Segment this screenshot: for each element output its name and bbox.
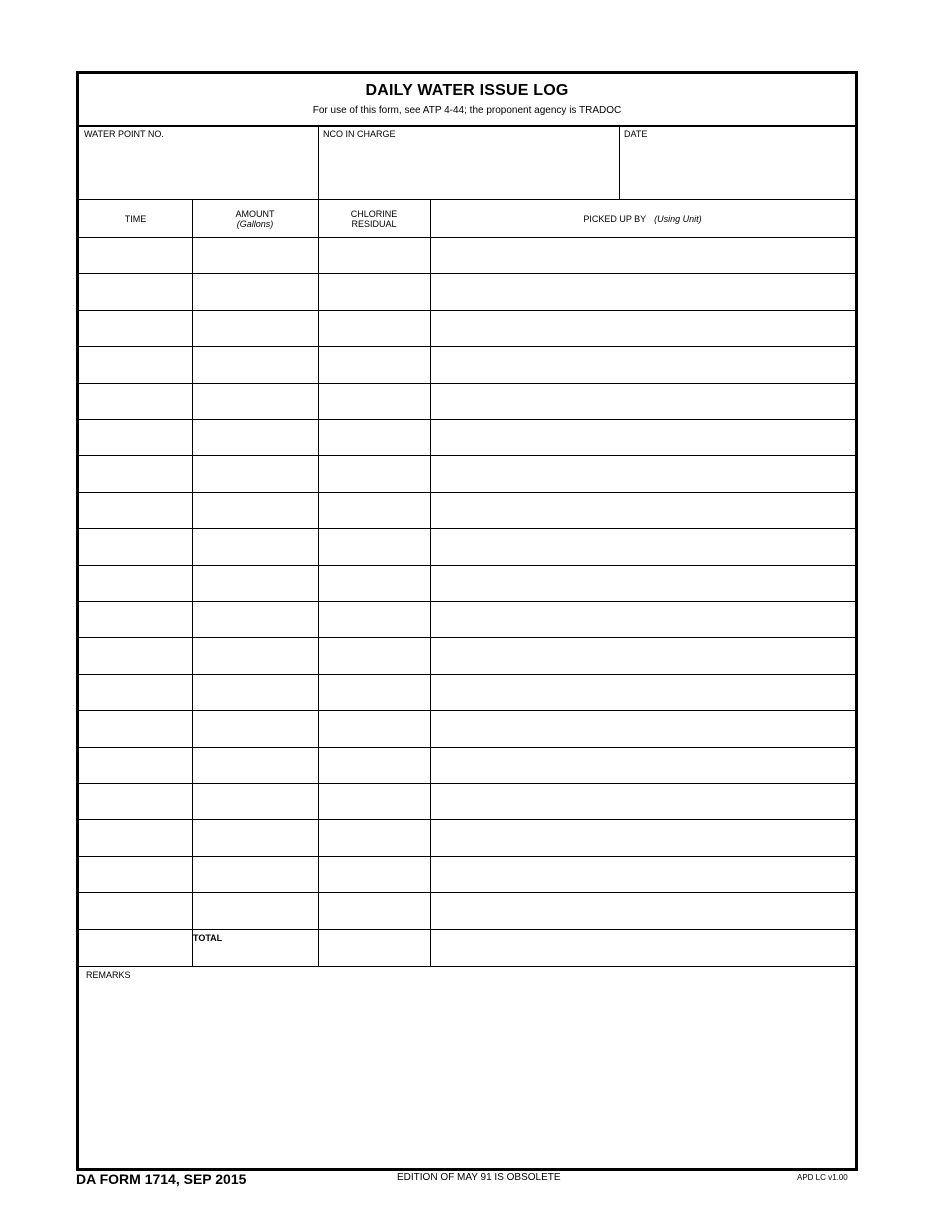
unit-cell	[431, 238, 855, 273]
amount-input[interactable]	[193, 820, 318, 855]
chlorine-cell	[319, 384, 430, 419]
chlorine-cell	[319, 420, 430, 455]
amount-input[interactable]	[193, 420, 318, 455]
chlorine-cell	[319, 857, 430, 892]
time-cell	[79, 456, 192, 491]
time-cell	[79, 711, 192, 746]
time-input[interactable]	[79, 238, 192, 273]
chlorine-header-line2: RESIDUAL	[351, 218, 397, 229]
table-row	[79, 456, 855, 492]
time-cell	[79, 748, 192, 783]
amount-input[interactable]	[193, 675, 318, 710]
nco-in-charge-field	[318, 126, 619, 200]
table-row	[79, 602, 855, 638]
column-divider	[192, 200, 193, 967]
amount-cell	[193, 602, 318, 637]
time-cell	[79, 638, 192, 673]
table-row	[79, 566, 855, 602]
table-row	[79, 384, 855, 420]
amount-cell	[193, 820, 318, 855]
picked-up-by-column-header	[430, 200, 855, 238]
amount-cell	[193, 893, 318, 928]
unit-cell	[431, 274, 855, 309]
time-cell	[79, 784, 192, 819]
field-divider	[619, 126, 620, 200]
chlorine-cell	[319, 602, 430, 637]
total-input[interactable]	[319, 930, 430, 966]
water-issue-log-form	[76, 71, 858, 1171]
unit-cell	[431, 784, 855, 819]
amount-cell	[193, 311, 318, 346]
unit-input[interactable]	[431, 347, 855, 382]
amount-cell	[193, 384, 318, 419]
unit-input[interactable]	[431, 456, 855, 491]
time-input[interactable]	[79, 638, 192, 673]
table-row	[79, 820, 855, 856]
time-input[interactable]	[79, 311, 192, 346]
chlorine-input[interactable]	[319, 566, 430, 601]
total-label: TOTAL	[193, 933, 223, 943]
amount-input[interactable]	[193, 857, 318, 892]
amount-input[interactable]	[193, 529, 318, 564]
time-input[interactable]	[79, 602, 192, 637]
unit-cell	[431, 638, 855, 673]
time-input[interactable]	[79, 274, 192, 309]
chlorine-input[interactable]	[319, 274, 430, 309]
amount-cell	[193, 274, 318, 309]
amount-cell	[193, 347, 318, 382]
chlorine-input[interactable]	[319, 347, 430, 382]
unit-input[interactable]	[431, 784, 855, 819]
amount-input[interactable]	[193, 274, 318, 309]
table-row	[79, 529, 855, 565]
date-input[interactable]	[623, 157, 851, 195]
field-divider	[318, 126, 319, 200]
unit-cell	[431, 347, 855, 382]
time-input[interactable]	[79, 384, 192, 419]
remarks-section	[79, 967, 855, 1168]
chlorine-input[interactable]	[319, 238, 430, 273]
amount-cell	[193, 748, 318, 783]
nco-in-charge-input[interactable]	[322, 157, 615, 195]
time-cell	[79, 347, 192, 382]
unit-cell	[431, 493, 855, 528]
time-cell	[79, 675, 192, 710]
amount-input[interactable]	[193, 493, 318, 528]
time-input[interactable]	[79, 820, 192, 855]
time-input[interactable]	[79, 675, 192, 710]
amount-input[interactable]	[193, 456, 318, 491]
amount-cell	[193, 638, 318, 673]
amount-input[interactable]	[193, 711, 318, 746]
unit-input[interactable]	[431, 602, 855, 637]
chlorine-cell	[319, 347, 430, 382]
table-row	[79, 857, 855, 893]
chlorine-input[interactable]	[319, 384, 430, 419]
chlorine-cell	[319, 711, 430, 746]
chlorine-cell	[319, 456, 430, 491]
amount-input[interactable]	[193, 748, 318, 783]
unit-cell	[431, 384, 855, 419]
time-input[interactable]	[79, 893, 192, 928]
column-divider	[430, 200, 431, 967]
chlorine-input[interactable]	[319, 675, 430, 710]
chlorine-header-line1: CHLORINE	[350, 208, 398, 219]
time-cell	[79, 238, 192, 273]
chlorine-cell	[319, 784, 430, 819]
unit-input[interactable]	[431, 675, 855, 710]
table-row	[79, 675, 855, 711]
edition-note: EDITION OF MAY 91 IS OBSOLETE	[397, 1172, 561, 1183]
time-cell	[79, 857, 192, 892]
table-row	[79, 638, 855, 674]
time-header-text: TIME	[124, 213, 147, 224]
chlorine-input[interactable]	[319, 493, 430, 528]
version-label: APD LC v1.00	[797, 1173, 848, 1182]
time-cell	[79, 493, 192, 528]
time-input[interactable]	[79, 857, 192, 892]
amount-cell	[193, 675, 318, 710]
date-label: DATE	[624, 129, 648, 139]
time-cell	[79, 820, 192, 855]
amount-cell	[193, 566, 318, 601]
remarks-label: REMARKS	[86, 970, 131, 980]
amount-cell	[193, 784, 318, 819]
amount-header-text: AMOUNT	[235, 208, 275, 219]
unit-cell	[431, 529, 855, 564]
form-subtitle: For use of this form, see ATP 4-44; the proponent agency is TRADOC	[312, 105, 622, 116]
amount-cell	[193, 456, 318, 491]
amount-cell	[193, 711, 318, 746]
amount-cell	[193, 529, 318, 564]
unit-cell	[431, 893, 855, 928]
chlorine-input[interactable]	[319, 602, 430, 637]
chlorine-cell	[319, 638, 430, 673]
unit-input[interactable]	[431, 711, 855, 746]
table-row	[79, 274, 855, 310]
unit-cell	[431, 857, 855, 892]
time-input[interactable]	[79, 748, 192, 783]
unit-input[interactable]	[431, 893, 855, 928]
chlorine-input[interactable]	[319, 893, 430, 928]
chlorine-column-header	[318, 200, 430, 238]
time-input[interactable]	[79, 529, 192, 564]
time-input[interactable]	[79, 420, 192, 455]
unit-cell	[431, 311, 855, 346]
form-title: DAILY WATER ISSUE LOG	[365, 82, 569, 99]
amount-cell	[193, 420, 318, 455]
table-row	[79, 711, 855, 747]
time-input[interactable]	[79, 347, 192, 382]
unit-input[interactable]	[431, 274, 855, 309]
chlorine-cell	[319, 238, 430, 273]
time-input[interactable]	[79, 456, 192, 491]
chlorine-input[interactable]	[319, 456, 430, 491]
unit-input[interactable]	[431, 493, 855, 528]
chlorine-input[interactable]	[319, 638, 430, 673]
table-row	[79, 784, 855, 820]
unit-input[interactable]	[431, 384, 855, 419]
total-chlorine-cell	[319, 930, 430, 966]
unit-cell	[431, 748, 855, 783]
unit-input[interactable]	[431, 529, 855, 564]
picked-up-header-text: PICKED UP BY	[583, 213, 647, 224]
time-cell	[79, 274, 192, 309]
chlorine-cell	[319, 529, 430, 564]
time-cell	[79, 893, 192, 928]
time-input[interactable]	[79, 784, 192, 819]
chlorine-input[interactable]	[319, 748, 430, 783]
chlorine-cell	[319, 675, 430, 710]
time-input[interactable]	[79, 711, 192, 746]
table-row	[79, 238, 855, 274]
amount-input[interactable]	[193, 784, 318, 819]
water-point-input[interactable]	[83, 157, 314, 195]
chlorine-input[interactable]	[319, 784, 430, 819]
chlorine-input[interactable]	[319, 820, 430, 855]
amount-column-header	[192, 200, 318, 238]
time-cell	[79, 311, 192, 346]
table-row	[79, 311, 855, 347]
unit-input[interactable]	[431, 748, 855, 783]
amount-input[interactable]	[193, 566, 318, 601]
unit-input[interactable]	[431, 638, 855, 673]
unit-input[interactable]	[431, 566, 855, 601]
column-divider	[318, 200, 319, 967]
unit-input[interactable]	[431, 311, 855, 346]
unit-cell	[431, 420, 855, 455]
time-cell	[79, 420, 192, 455]
chlorine-cell	[319, 566, 430, 601]
chlorine-cell	[319, 311, 430, 346]
chlorine-input[interactable]	[319, 857, 430, 892]
form-header	[79, 74, 855, 127]
unit-cell	[431, 566, 855, 601]
table-row	[79, 893, 855, 929]
time-cell	[79, 384, 192, 419]
amount-input[interactable]	[193, 602, 318, 637]
time-cell	[79, 602, 192, 637]
time-input[interactable]	[79, 493, 192, 528]
time-cell	[79, 566, 192, 601]
chlorine-input[interactable]	[319, 711, 430, 746]
picked-up-note-text: (Using Unit)	[654, 213, 702, 224]
chlorine-cell	[319, 748, 430, 783]
unit-cell	[431, 820, 855, 855]
chlorine-input[interactable]	[319, 529, 430, 564]
table-row	[79, 748, 855, 784]
unit-cell	[431, 456, 855, 491]
amount-input[interactable]	[193, 238, 318, 273]
chlorine-input[interactable]	[319, 311, 430, 346]
table-row	[79, 493, 855, 529]
amount-input[interactable]	[193, 638, 318, 673]
amount-cell	[193, 493, 318, 528]
unit-input[interactable]	[431, 857, 855, 892]
chlorine-cell	[319, 493, 430, 528]
water-point-label: WATER POINT NO.	[84, 129, 164, 139]
table-row	[79, 347, 855, 383]
time-column-header	[79, 200, 192, 238]
time-cell	[79, 529, 192, 564]
remarks-textarea[interactable]	[85, 985, 849, 1162]
amount-input[interactable]	[193, 893, 318, 928]
unit-input[interactable]	[431, 820, 855, 855]
amount-cell	[193, 238, 318, 273]
chlorine-cell	[319, 893, 430, 928]
unit-cell	[431, 602, 855, 637]
table-row	[79, 420, 855, 456]
chlorine-cell	[319, 820, 430, 855]
unit-cell	[431, 675, 855, 710]
time-input[interactable]	[79, 566, 192, 601]
amount-unit-text: (Gallons)	[236, 218, 274, 229]
water-point-field	[79, 126, 318, 200]
chlorine-input[interactable]	[319, 420, 430, 455]
chlorine-cell	[319, 274, 430, 309]
total-row	[79, 930, 855, 967]
unit-cell	[431, 711, 855, 746]
nco-in-charge-label: NCO IN CHARGE	[323, 129, 396, 139]
amount-input[interactable]	[193, 311, 318, 346]
amount-cell	[193, 857, 318, 892]
date-field	[619, 126, 855, 200]
unit-input[interactable]	[431, 420, 855, 455]
unit-input[interactable]	[431, 238, 855, 273]
amount-input[interactable]	[193, 384, 318, 419]
amount-input[interactable]	[193, 347, 318, 382]
form-number: DA FORM 1714, SEP 2015	[76, 1171, 247, 1187]
